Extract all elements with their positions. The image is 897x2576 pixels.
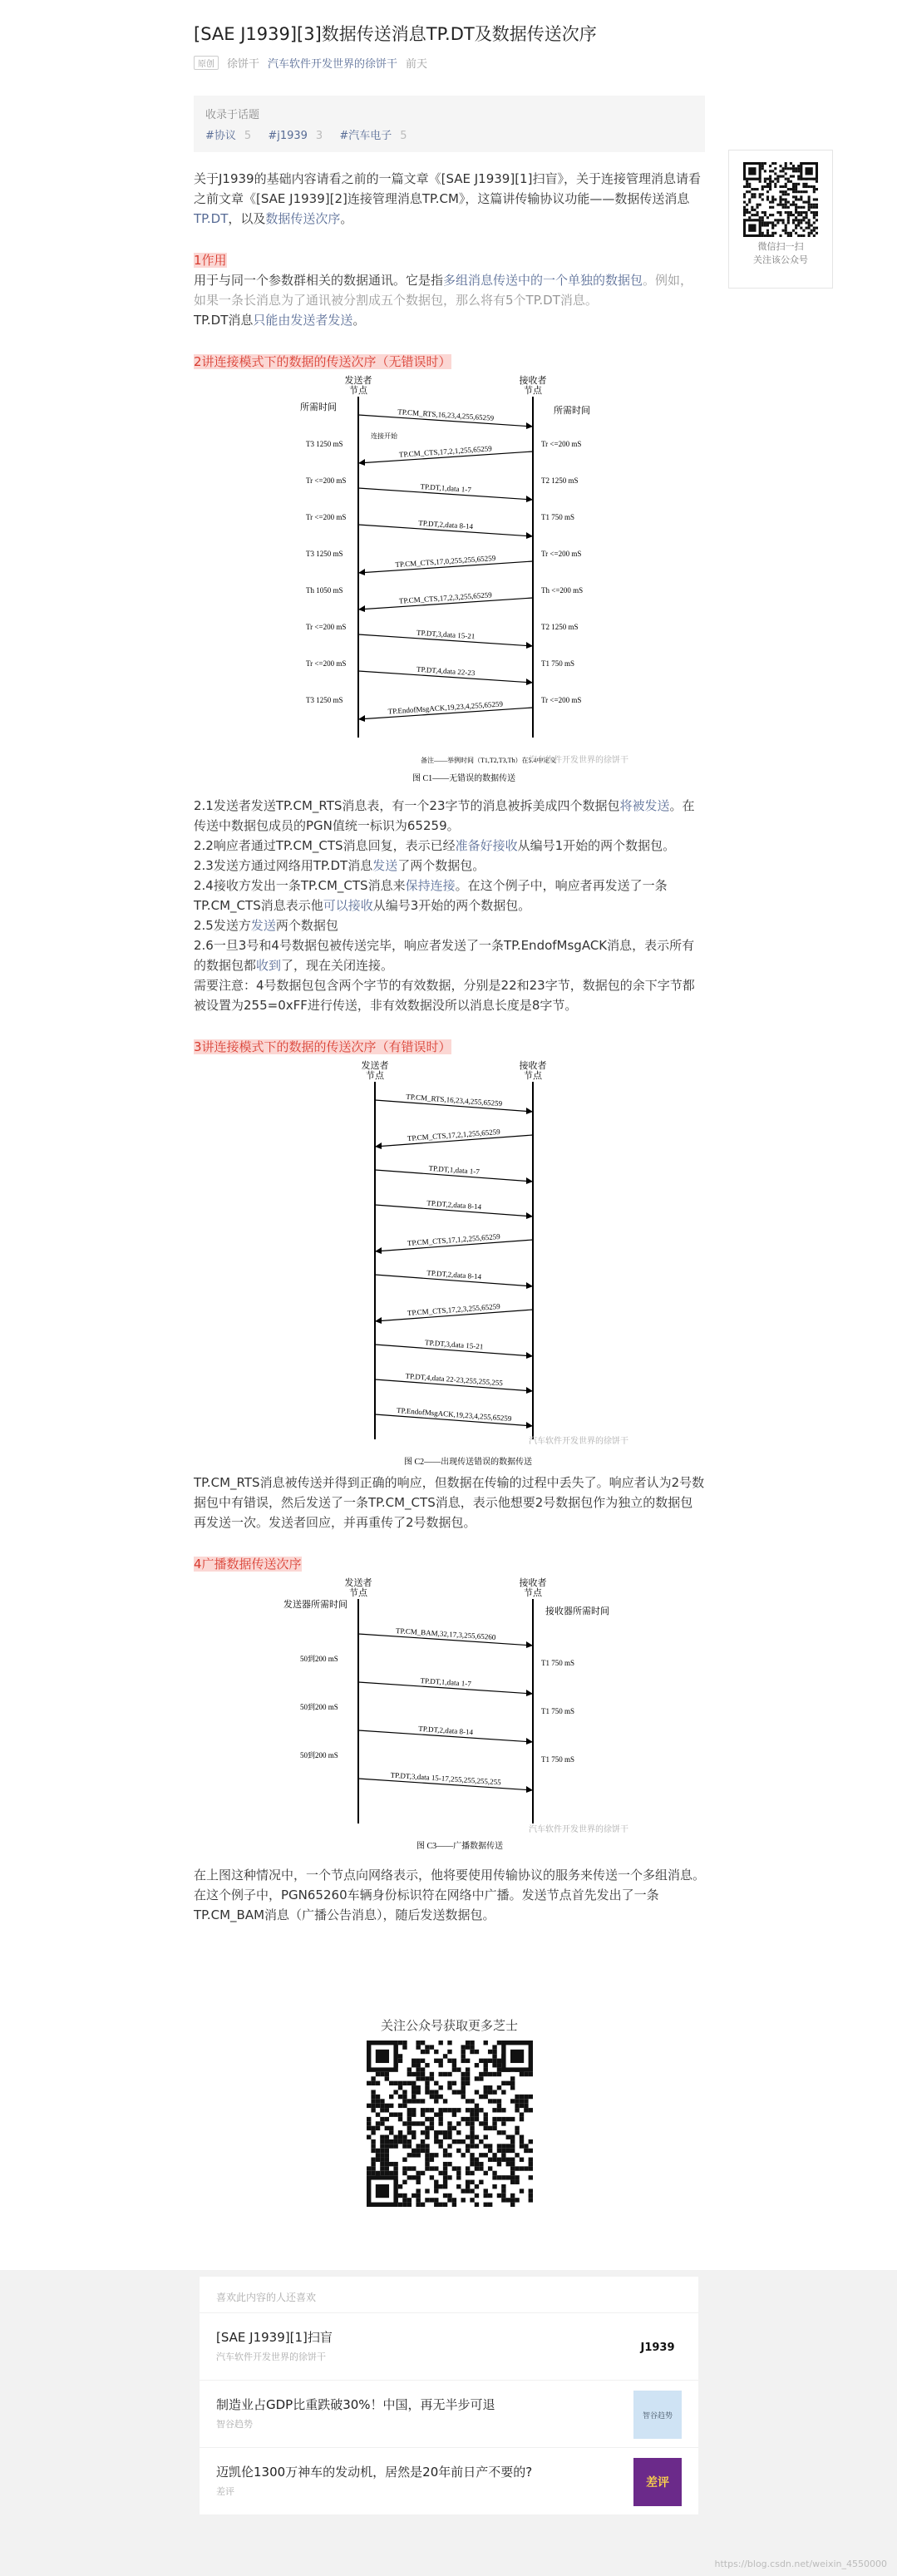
message-label: TP.EndofMsgACK,19,23,4,255,65259 <box>387 699 503 716</box>
recommend-item[interactable] <box>200 2380 698 2447</box>
arrow-head <box>358 605 365 612</box>
time-label: Tr <=200 mS <box>540 550 581 558</box>
message-label: TP.DT,3,data 15-21 <box>424 1338 484 1351</box>
sender-label: 发送者 <box>344 376 372 386</box>
follow-text: 关注公众号获取更多芝士 <box>380 2018 518 2033</box>
step-2-5: 2.5发送方发送两个数据包 <box>194 918 338 933</box>
message-label: TP.CM_CTS,17,2,1,255,65259 <box>398 444 492 459</box>
section-heading: 1作用 <box>194 253 227 268</box>
arrow-head <box>375 1247 382 1254</box>
arrow-head <box>526 422 533 429</box>
message-label: TP.DT,4,data 22-23 <box>416 664 476 678</box>
side-qr-line2: 关注该公众号 <box>753 254 808 265</box>
collection-tags <box>205 126 693 142</box>
section-4 <box>194 1554 705 1925</box>
recommend-title[interactable]: [SAE J1939][1]扫盲 <box>216 2330 333 2345</box>
inline-link[interactable]: 将被发送 <box>619 798 670 813</box>
message-label: TP.DT,3,data 15-21 <box>416 628 476 641</box>
inline-link[interactable]: 收到 <box>256 958 282 973</box>
recommend-header: 喜欢此内容的人还喜欢 <box>216 2292 317 2303</box>
arrow-head <box>526 496 533 502</box>
message-label: TP.CM_RTS,16,23,4,255,65259 <box>397 407 494 422</box>
section-1: 1作用 用于与同一个参数群相关的数据通讯。它是指多组消息传送中的一个单独的数据包。例如，如果一条长消息为了通讯被分割成五个数据包，那么将有5个TP.DT消息。 TP.DT消息只能由发送者发送。 <box>194 253 693 328</box>
inline-link[interactable]: 只能由发送者发送 <box>253 313 353 328</box>
tag-link[interactable]: #j1939 3 <box>268 130 323 142</box>
svg-text:节点: 节点 <box>523 1071 542 1081</box>
message-label: TP.CM_RTS,16,23,4,255,65259 <box>405 1092 502 1108</box>
inline-link[interactable]: 发送 <box>372 858 398 873</box>
arrow-head <box>526 679 533 685</box>
figure-caption: 图 C2——出现传送错误的数据传送 <box>403 1458 532 1467</box>
message-label: TP.CM_CTS,17,2,1,255,65259 <box>407 1127 500 1143</box>
recommend-card <box>200 2277 698 2514</box>
message-label: TP.CM_CTS,17,1,2,255,65259 <box>407 1231 500 1248</box>
sender-label: 发送者 <box>344 1578 372 1588</box>
recommend-thumbnail: 智谷趋势 <box>633 2391 682 2439</box>
svg-text:节点: 节点 <box>348 386 367 396</box>
inline-link[interactable]: 发送 <box>250 918 276 933</box>
author-name: 徐饼干 <box>227 58 260 71</box>
follow-qr-code[interactable] <box>367 2041 533 2207</box>
section-4-paragraph: 在上图这种情况中，一个节点向网络表示，他将要使用传输协议的服务来传送一个多组消息。在这个例子中，PGN65260车辆身份标识符在网络中广播。发送节点首先发出了一条TP.CM_BAM消息（广播公告消息），随后发送数据包。 <box>194 1868 706 1922</box>
right-time-header: 接收器所需时间 <box>545 1606 609 1616</box>
message-label: TP.DT,1,data 1-7 <box>419 481 471 495</box>
recommend-source: 汽车软件开发世界的徐饼干 <box>216 2351 326 2362</box>
time-label: T1 750 mS <box>540 1659 574 1667</box>
article-container <box>194 0 705 2210</box>
watermark: 汽车软件开发世界的徐饼干 <box>528 756 628 765</box>
message-label: TP.CM_CTS,17,0,255,255,65259 <box>394 553 496 570</box>
time-label: Th <=200 mS <box>540 586 583 595</box>
section-heading: 4广播数据传送次序 <box>194 1557 302 1572</box>
message-label: TP.DT,1,data 1-7 <box>419 1675 471 1689</box>
note-text: 连接开始 <box>370 432 397 440</box>
left-time-header: 发送器所需时间 <box>283 1600 347 1610</box>
recommend-source: 差评 <box>216 2486 234 2497</box>
time-label: T1 750 mS <box>540 513 574 521</box>
side-qr-line1: 微信扫一扫 <box>757 241 804 252</box>
message-label: TP.DT,2,data 8-14 <box>417 1724 473 1737</box>
section-3-paragraph: TP.CM_RTS消息被传送并得到正确的响应，但数据在传输的过程中丢失了。响应者认为2号数据包中有错误，然后发送了一条TP.CM_CTS消息，表示他想要2号数据包作为独立的数据包再发送一次。发送者回应，并再重传了2号数据包。 <box>194 1475 705 1530</box>
message-label: TP.EndofMsgACK,19,23,4,255,65259 <box>396 1405 512 1424</box>
step-2-4: 2.4接收方发出一条TP.CM_CTS消息来保持连接。在这个例子中，响应者再发送了一条TP.CM_CTS消息表示他可以接收从编号3开始的两个数据包。 <box>194 878 668 913</box>
recommend-title[interactable]: 迈凯伦1300万神车的发动机，居然是20年前日产不要的? <box>216 2465 533 2480</box>
article-title: [SAE J1939][3]数据传送消息TP.DT及数据传送次序 <box>194 24 597 44</box>
time-label: 50到200 mS <box>299 1655 338 1663</box>
arrow-head <box>526 1641 533 1648</box>
step-2-6: 2.6一旦3号和4号数据包被传送完毕，响应者发送了一条TP.EndofMsgACK消息，表示所有的数据包都收到了，现在关闭连接。 <box>194 938 695 973</box>
message-label: TP.CM_BAM,32,17,3,255,65260 <box>395 1626 496 1642</box>
section-2 <box>194 352 705 1015</box>
figure-c3 <box>254 1574 645 1865</box>
message-label: TP.DT,2,data 8-14 <box>417 518 473 531</box>
time-label: T1 750 mS <box>540 1707 574 1715</box>
arrow-head <box>375 1142 382 1149</box>
svg-text:节点: 节点 <box>365 1071 384 1081</box>
time-label: Tr <=200 mS <box>540 696 581 704</box>
account-link[interactable]: 汽车软件开发世界的徐饼干 <box>268 58 398 71</box>
arrow-head <box>526 642 533 649</box>
watermark: 汽车软件开发世界的徐饼干 <box>528 1825 628 1834</box>
figure-c2 <box>254 1057 645 1473</box>
time-label: 50到200 mS <box>299 1703 338 1711</box>
message-label: TP.DT,3,data 15-17,255,255,255,255 <box>389 1770 501 1787</box>
time-label: T3 1250 mS <box>305 696 343 704</box>
time-label: T1 750 mS <box>540 659 574 668</box>
figure-c1 <box>254 372 645 796</box>
section-heading: 2讲连接模式下的数据的传送次序（无错误时） <box>194 354 451 369</box>
inline-link[interactable]: 保持连接 <box>405 878 456 893</box>
recommend-title[interactable]: 制造业占GDP比重跌破30%！中国，再无半步可退 <box>216 2397 495 2412</box>
arrow-head <box>526 1108 533 1114</box>
recommend-thumbnail: 差评 <box>633 2458 682 2506</box>
arrow-head <box>526 532 533 539</box>
original-badge: 原创 <box>194 56 219 70</box>
arrow-head <box>526 1212 533 1219</box>
sender-label: 发送者 <box>361 1061 388 1071</box>
order-link[interactable]: 数据传送次序 <box>265 211 341 226</box>
arrow-head <box>526 1786 533 1793</box>
receiver-label: 接收者 <box>519 1578 546 1588</box>
tag-link[interactable]: #协议 5 <box>205 130 252 142</box>
recommend-thumbnail: J1939 <box>633 2323 682 2371</box>
step-2-note: 需要注意：4号数据包包含两个字节的有效数据，分别是22和23字节，数据包的余下字节都被设置为255=0xFF进行传送，非有效数据没所以消息长度是8字节。 <box>194 978 695 1013</box>
time-label: T1 750 mS <box>540 1755 574 1764</box>
arrow-head <box>526 1352 533 1359</box>
arrow-head <box>358 715 365 722</box>
message-label: TP.DT,2,data 8-14 <box>426 1268 481 1281</box>
time-label: Tr <=200 mS <box>305 659 346 668</box>
side-qr-card <box>728 150 833 289</box>
time-label: T2 1250 mS <box>540 476 579 485</box>
arrow-head <box>375 1317 382 1324</box>
time-label: T3 1250 mS <box>305 440 343 448</box>
svg-text:节点: 节点 <box>523 386 542 396</box>
intro-paragraph: 关于J1939的基础内容请看之前的一篇文章《[SAE J1939][1]扫盲》，关于连接管理消息请看之前文章《[SAE J1939][2]连接管理消息TP.CM》，这篇讲传输协议功能——数据传送消息TP.DT，以及数据传送次序。 <box>194 171 701 226</box>
arrow-head <box>526 1738 533 1744</box>
page-watermark: https://blog.csdn.net/weixin_4550000 <box>714 2559 887 2569</box>
collection-box <box>194 96 705 152</box>
message-label: TP.CM_CTS,17,2,3,255,65259 <box>407 1301 500 1318</box>
message-label: TP.DT,2,data 8-14 <box>426 1198 481 1212</box>
time-label: T3 1250 mS <box>305 550 343 558</box>
inline-link[interactable]: 准备好接收 <box>455 838 518 853</box>
recommend-item[interactable] <box>200 2312 698 2380</box>
step-2-2: 2.2响应者通过TP.CM_CTS消息回复，表示已经准备好接收从编号1开始的两个数据包。 <box>194 838 676 853</box>
arrow-head <box>526 1177 533 1184</box>
recommend-item[interactable] <box>200 2447 698 2514</box>
tag-link[interactable]: #汽车电子 5 <box>339 130 407 142</box>
arrow-head <box>358 459 365 466</box>
receiver-label: 接收者 <box>519 376 546 386</box>
time-label: Th 1050 mS <box>305 586 343 595</box>
arrow-head <box>526 1690 533 1696</box>
follow-block <box>194 2016 705 2210</box>
time-label: Tr <=200 mS <box>305 476 346 485</box>
arrow-head <box>358 569 365 575</box>
figure-footnote: 备注——举例时间（T1,T2,T3,Th）在5.4中定义 <box>420 757 557 764</box>
svg-text:节点: 节点 <box>348 1588 367 1598</box>
figure-caption: 图 C3——广播数据传送 <box>416 1842 503 1851</box>
recommend-source: 智谷趋势 <box>216 2419 253 2430</box>
watermark: 汽车软件开发世界的徐饼干 <box>528 1437 628 1446</box>
inline-link[interactable]: 多组消息传送中的一个单独的数据包 <box>443 273 643 288</box>
section-3 <box>194 1037 705 1532</box>
message-label: TP.DT,4,data 22-23,255,255,255 <box>404 1371 503 1388</box>
inline-link[interactable]: 可以接收 <box>323 898 373 913</box>
receiver-label: 接收者 <box>519 1061 546 1071</box>
side-qr-code[interactable] <box>743 162 818 237</box>
time-label: Tr <=200 mS <box>540 440 581 448</box>
step-2-3: 2.3发送方通过网络用TP.DT消息发送了两个数据包。 <box>194 858 485 873</box>
section-heading: 3讲连接模式下的数据的传送次序（有错误时） <box>194 1039 451 1054</box>
step-2-1: 2.1发送者发送TP.CM_RTS消息表，有一个23字节的消息被拆美成四个数据包将被发送。在传送中数据包成员的PGN值统一标识为65259。 <box>194 798 695 833</box>
arrow-head <box>526 1282 533 1289</box>
tpdt-link[interactable]: TP.DT <box>194 211 229 226</box>
time-label: Tr <=200 mS <box>305 623 346 631</box>
arrow-head <box>526 1422 533 1429</box>
figure-caption: 图 C1——无错误的数据传送 <box>412 774 515 783</box>
message-label: TP.DT,1,data 1-7 <box>427 1163 480 1177</box>
publish-time: 前天 <box>406 58 428 71</box>
svg-text:节点: 节点 <box>523 1588 542 1598</box>
time-label: Tr <=200 mS <box>305 513 346 521</box>
time-label: 50到200 mS <box>299 1751 338 1759</box>
article-meta <box>194 55 705 71</box>
left-time-header: 所需时间 <box>299 402 337 412</box>
message-label: TP.CM_CTS,17,2,3,255,65259 <box>398 590 492 605</box>
time-label: T2 1250 mS <box>540 623 579 631</box>
collection-label: 收录于话题 <box>205 109 260 121</box>
arrow-head <box>526 1387 533 1394</box>
right-time-header: 所需时间 <box>553 406 590 416</box>
